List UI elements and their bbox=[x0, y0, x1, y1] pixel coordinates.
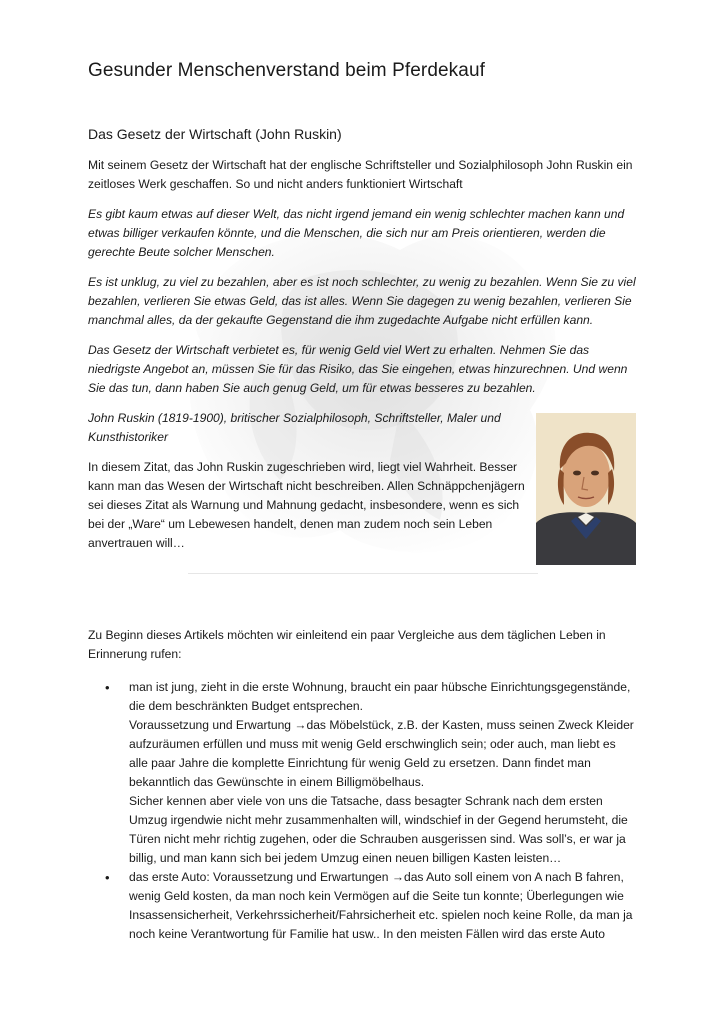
john-ruskin-portrait bbox=[536, 413, 636, 565]
quote-paragraph: Es ist unklug, zu viel zu bezahlen, aber es ist noch schlechter, zu wenig zu bezahlen. Wenn Sie zu viel bezahlen, verlieren Sie etwas Geld, das ist alles. Wenn Sie dagegen zu wenig bezahlen, verlieren Sie manchmal alles, da der gekaufte Gegenstand die ihm zugedachte Aufgabe nicht erfüllen kann. bbox=[88, 275, 636, 327]
quote-paragraph: Es gibt kaum etwas auf dieser Welt, das nicht irgend jemand ein wenig schlechter machen kann und etwas billiger verkaufen könnte, und die Menschen, die sich nur am Preis orientieren, werden die gerechte Beute solcher Menschen. bbox=[88, 207, 625, 259]
quote-paragraph: Das Gesetz der Wirtschaft verbietet es, für wenig Geld viel Wert zu erhalten. Nehmen Sie das niedrigste Angebot an, müssen Sie für das Risiko, das Sie eingehen, etwas hinzurechnen. Und wenn Sie das tun, dann haben Sie auch genug Geld, um für etwas besseres zu bezahlen. bbox=[88, 343, 628, 395]
list-item-line: das erste Auto: Voraussetzung und Erwartungen →das Auto soll einem von A nach B fahren, wenig Geld kosten, da man noch kein Vermögen auf die Seite tun konnte; Überlegungen wie Insassensicherheit, Verkehrssicherheit/Fahrsicherheit etc. spielen noch keine Rolle, da man ja noch keine Verantwortung für Familie hat usw.. In den meisten Fällen wird das erste Auto bbox=[129, 870, 633, 941]
list-item-line: Sicher kennen aber viele von uns die Tatsache, dass besagter Schrank nach dem ersten Umzug irgendwie nicht mehr zusammenhalten will, windschief in der Gegend herumsteht, die Türen nicht mehr richtig zugehen, oder die Schrauben ausgerissen sind. Was soll’s, er war ja billig, und man kann sich bei jedem Umzug einen neuen billigen Kasten leisten… bbox=[129, 794, 628, 865]
comparison-list bbox=[88, 678, 636, 944]
commentary-paragraph: In diesem Zitat, das John Ruskin zugeschrieben wird, liegt viel Wahrheit. Besser kann man das Wesen der Wirtschaft nicht beschreiben. Allen Schnäppchenjägern sei dieses Zitat als Warnung und Mahnung gedacht, insbesondere, wenn es sich bei der „Ware“ um Lebewesen handelt, denen man zudem noch sein Leben anvertrauen will… bbox=[88, 460, 525, 550]
section-heading: Das Gesetz der Wirtschaft (John Ruskin) bbox=[88, 126, 342, 142]
list-item-line: Voraussetzung und Erwartung →das Möbelstück, z.B. der Kasten, muss seinen Zweck Kleider aufzuräumen erfüllen und muss mit wenig Geld erschwinglich sein; oder auch, man liebt es alle paar Jahre die komplette Einrichtung für wenig Geld zu ersetzen. Dann findet man bekanntlich das Gewünschte in einem Billigmöbelhaus. bbox=[129, 718, 634, 789]
bullet-glyph: • bbox=[105, 870, 110, 885]
bullet-glyph: • bbox=[105, 680, 110, 695]
list-item bbox=[88, 868, 636, 944]
attribution-text: John Ruskin (1819-1900), britischer Sozialphilosoph, Schriftsteller, Maler und Kunsthistoriker bbox=[88, 411, 501, 444]
comparison-intro: Zu Beginn dieses Artikels möchten wir einleitend ein paar Vergleiche aus dem täglichen Leben in Erinnerung rufen: bbox=[88, 628, 606, 661]
list-item-line: man ist jung, zieht in die erste Wohnung, braucht ein paar hübsche Einrichtungsgegenstände, die dem beschränkten Budget entsprechen. bbox=[129, 680, 631, 713]
list-item bbox=[88, 678, 636, 868]
intro-paragraph: Mit seinem Gesetz der Wirtschaft hat der englische Schriftsteller und Sozialphilosoph John Ruskin ein zeitloses Werk geschaffen. So und nicht anders funktioniert Wirtschaft bbox=[88, 158, 633, 191]
attribution-block bbox=[88, 409, 636, 553]
page-title: Gesunder Menschenverstand beim Pferdekauf bbox=[88, 60, 485, 81]
